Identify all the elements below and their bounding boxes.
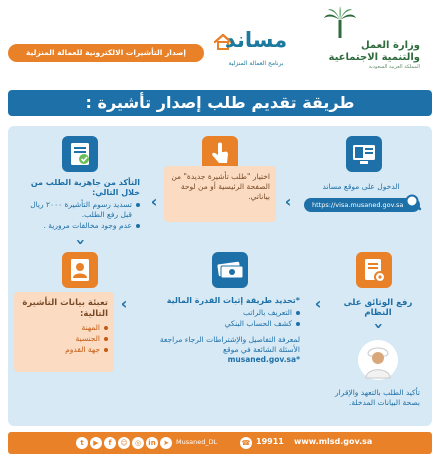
social-handle: Musaned_DL: [176, 438, 218, 446]
arrow-left-icon: ‹: [314, 294, 322, 313]
arrow-down-icon: ‹: [70, 238, 89, 246]
step-verify-box: [14, 172, 146, 234]
musaned-site-link[interactable]: musaned.gov.sa*: [227, 355, 300, 364]
person-avatar-icon: [358, 340, 398, 380]
step-confirm-avatar: [358, 340, 398, 380]
step-financial-list: [140, 308, 300, 329]
step-visa-data-heading: تعبئة بيانات التأشيرة التالية:: [22, 298, 108, 319]
list-item: التعريف بالراتب: [140, 308, 300, 318]
facebook-icon[interactable]: f: [104, 437, 116, 449]
page-title: طريقة تقديم طلب إصدار تأشيرة :: [8, 90, 432, 116]
step-verify-heading: التأكد من جاهزية الطلب من خلال التالي:: [30, 178, 140, 197]
arrow-left-icon: ‹: [120, 294, 128, 313]
ministry-subtitle: المملكة العربية السعودية: [368, 64, 420, 70]
step-upload-icon-tile: [356, 252, 392, 288]
list-item: كشف الحساب البنكي: [140, 319, 300, 329]
musaned-url[interactable]: https://visa.musaned.gov.sa: [304, 198, 420, 212]
list-item: عدم وجود مخالفات مرورية .: [20, 221, 140, 231]
phone-icon: ☎: [241, 439, 251, 447]
step-choose-visa-text: اختيار "طلب تأشيرة جديدة" من الصفحة الرئيسية أو من لوحة بياناتي.: [171, 172, 270, 201]
youtube-icon[interactable]: ▶: [90, 437, 102, 449]
step-choose-visa-box: [164, 166, 276, 222]
snapchat-icon[interactable]: ☺: [118, 437, 130, 449]
ministry-name: [320, 40, 420, 64]
checklist-icon: [62, 136, 98, 172]
list-item: الجنسية: [20, 334, 108, 344]
footer: [8, 432, 432, 454]
header: [0, 0, 440, 84]
step-financial-note: لمعرفة التفاصيل والإشتراطات الرجاء مراجعة الأسئلة الشائعة في موقع: [159, 335, 300, 354]
step-financial-box: [134, 290, 306, 380]
musaned-tagline: برنامج العمالة المنزلية: [228, 60, 284, 67]
step-upload-text: رفع الوثائق على النظام: [343, 298, 413, 318]
step-verify-icon-tile: [62, 136, 98, 172]
search-icon: [404, 193, 422, 211]
footer-website[interactable]: www.mlsd.gov.sa: [294, 437, 373, 446]
step-financial-heading: *تحديد طريقة إثبات القدرة المالية: [166, 296, 300, 305]
list-item: المهنة: [20, 323, 108, 333]
arrow-down-icon: ‹: [368, 322, 387, 330]
step-visit-site-icon-tile: [346, 136, 382, 172]
musaned-name: مساند: [224, 28, 288, 52]
step-financial-icon-tile: [212, 252, 248, 288]
list-item: جهة القدوم: [20, 345, 108, 355]
instagram-icon[interactable]: ◎: [132, 437, 144, 449]
palm-emblem-icon: [322, 6, 358, 42]
step-visit-site-text: الدخول على موقع مساند: [322, 182, 400, 191]
arrow-left-icon: ‹: [284, 192, 292, 211]
telegram-icon[interactable]: ➤: [160, 437, 172, 449]
step-confirm-text: تأكيد الطلب بالتعهد والإقرار بصحة البيانات المدخلة.: [334, 388, 420, 407]
linkedin-icon[interactable]: in: [146, 437, 158, 449]
ministry-name-line1: وزارة العمل: [361, 40, 420, 51]
ministry-name-line2: والتنمية الاجتماعية: [328, 52, 420, 63]
money-icon: [212, 252, 248, 288]
step-visa-data-icon-tile: [62, 252, 98, 288]
service-label: إصدار التأشيرات الالكترونية للعمالة المنزلية: [8, 44, 204, 62]
list-item: تسديد رسوم التأشيرة ٢٠٠٠ ريال قبل رفع الطلب.: [20, 200, 140, 220]
computer-browser-icon: [346, 136, 382, 172]
user-profile-icon: [62, 252, 98, 288]
step-visa-data-box: [14, 292, 114, 372]
ministry-logo: [316, 6, 426, 70]
phone-number[interactable]: 19911: [256, 437, 284, 446]
twitter-icon[interactable]: t: [76, 437, 88, 449]
document-settings-icon: [356, 252, 392, 288]
musaned-logo: [196, 28, 316, 74]
step-verify-list: [20, 200, 140, 231]
step-visa-data-list: [20, 323, 108, 355]
arrow-left-icon: ‹: [150, 192, 158, 211]
